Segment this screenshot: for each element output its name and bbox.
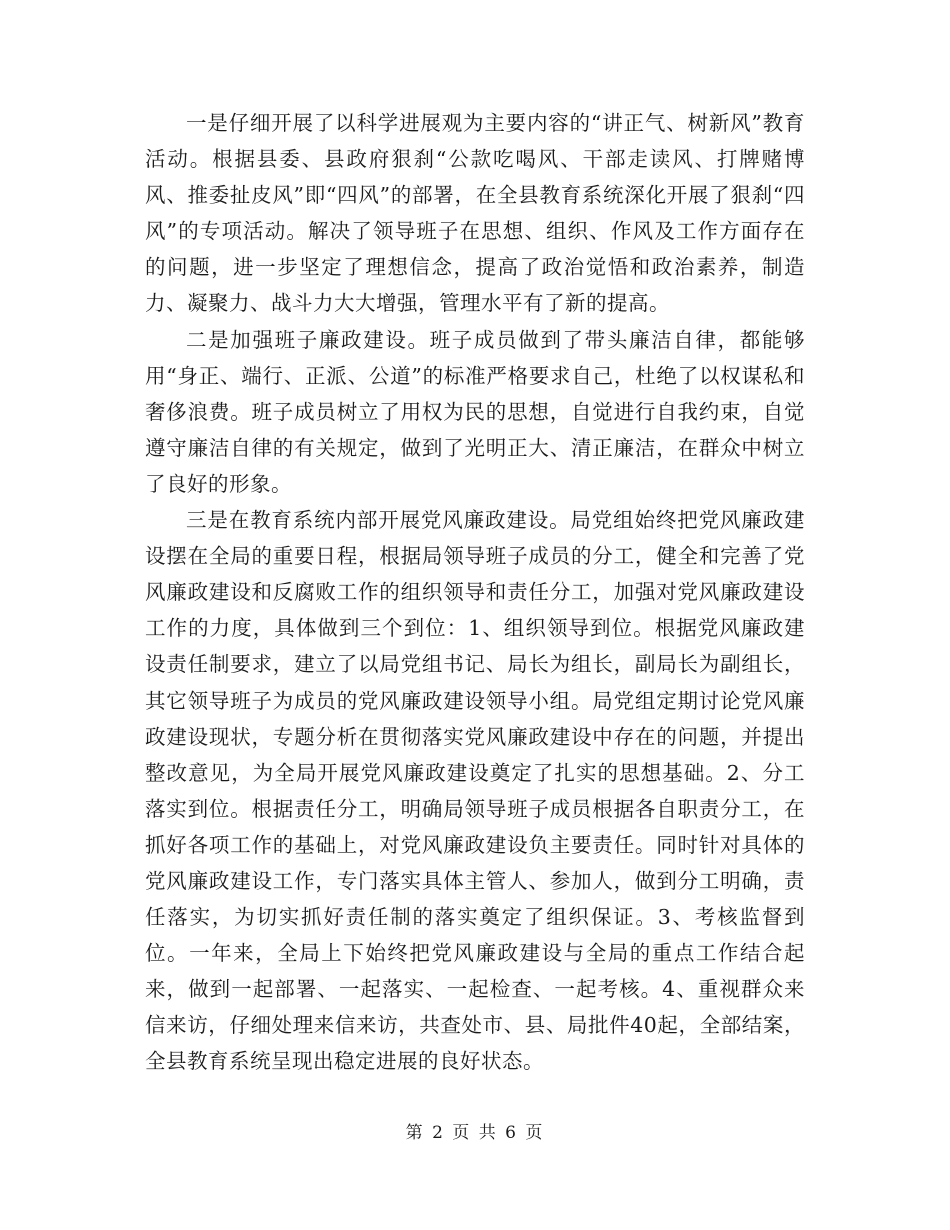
page-footer: [0, 1122, 950, 1144]
paragraph-3: 三是在教育系统内部开展党风廉政建设。局党组始终把党风廉政建设摆在全局的重要日程，根据局领导班子成员的分工，健全和完善了党风廉政建设和反腐败工作的组织领导和责任分工，加强对党风廉政建设工作的力度，具体做到三个到位：1、组织领导到位。根据党风廉政建设责任制要求，建立了以局党组书记、局长为组长，副局长为副组长，其它领导班子为成员的党风廉政建设领导小组。局党组定期讨论党风廉政建设现状，专题分析在贯彻落实党风廉政建设中存在的问题，并提出整改意见，为全局开展党风廉政建设奠定了扎实的思想基础。2、分工落实到位。根据责任分工，明确局领导班子成员根据各自职责分工，在抓好各项工作的基础上，对党风廉政建设负主要责任。同时针对具体的党风廉政建设工作，专门落实具体主管人、参加人，做到分工明确，责任落实，为切实抓好责任制的落实奠定了组织保证。3、考核监督到位。一年来，全局上下始终把党风廉政建设与全局的重点工作结合起来，做到一起部署、一起落实、一起检查、一起考核。4、重视群众来信来访，仔细处理来信来访，共查处市、县、局批件40起，全部结案，全县教育系统呈现出稳定进展的良好状态。: [145, 508, 805, 1074]
page-number-label: 第 2 页 共 6 页: [405, 1123, 545, 1143]
paragraph-2: 二是加强班子廉政建设。班子成员做到了带头廉洁自律，都能够用“身正、端行、正派、公道”的标准严格要求自己，杜绝了以权谋私和奢侈浪费。班子成员树立了用权为民的思想，自觉进行自我约束，自觉遵守廉洁自律的有关规定，做到了光明正大、清正廉洁，在群众中树立了良好的形象。: [145, 327, 805, 496]
paragraph-1: 一是仔细开展了以科学进展观为主要内容的“讲正气、树新风”教育活动。根据县委、县政府狠刹“公款吃喝风、干部走读风、打牌赌博风、推委扯皮风”即“四风”的部署，在全县教育系统深化开展了狠刹“四风”的专项活动。解决了领导班子在思想、组织、作风及工作方面存在的问题，进一步坚定了理想信念，提高了政治觉悟和政治素养，制造力、凝聚力、战斗力大大增强，管理水平有了新的提高。: [145, 111, 805, 316]
document-body: [145, 105, 805, 1080]
